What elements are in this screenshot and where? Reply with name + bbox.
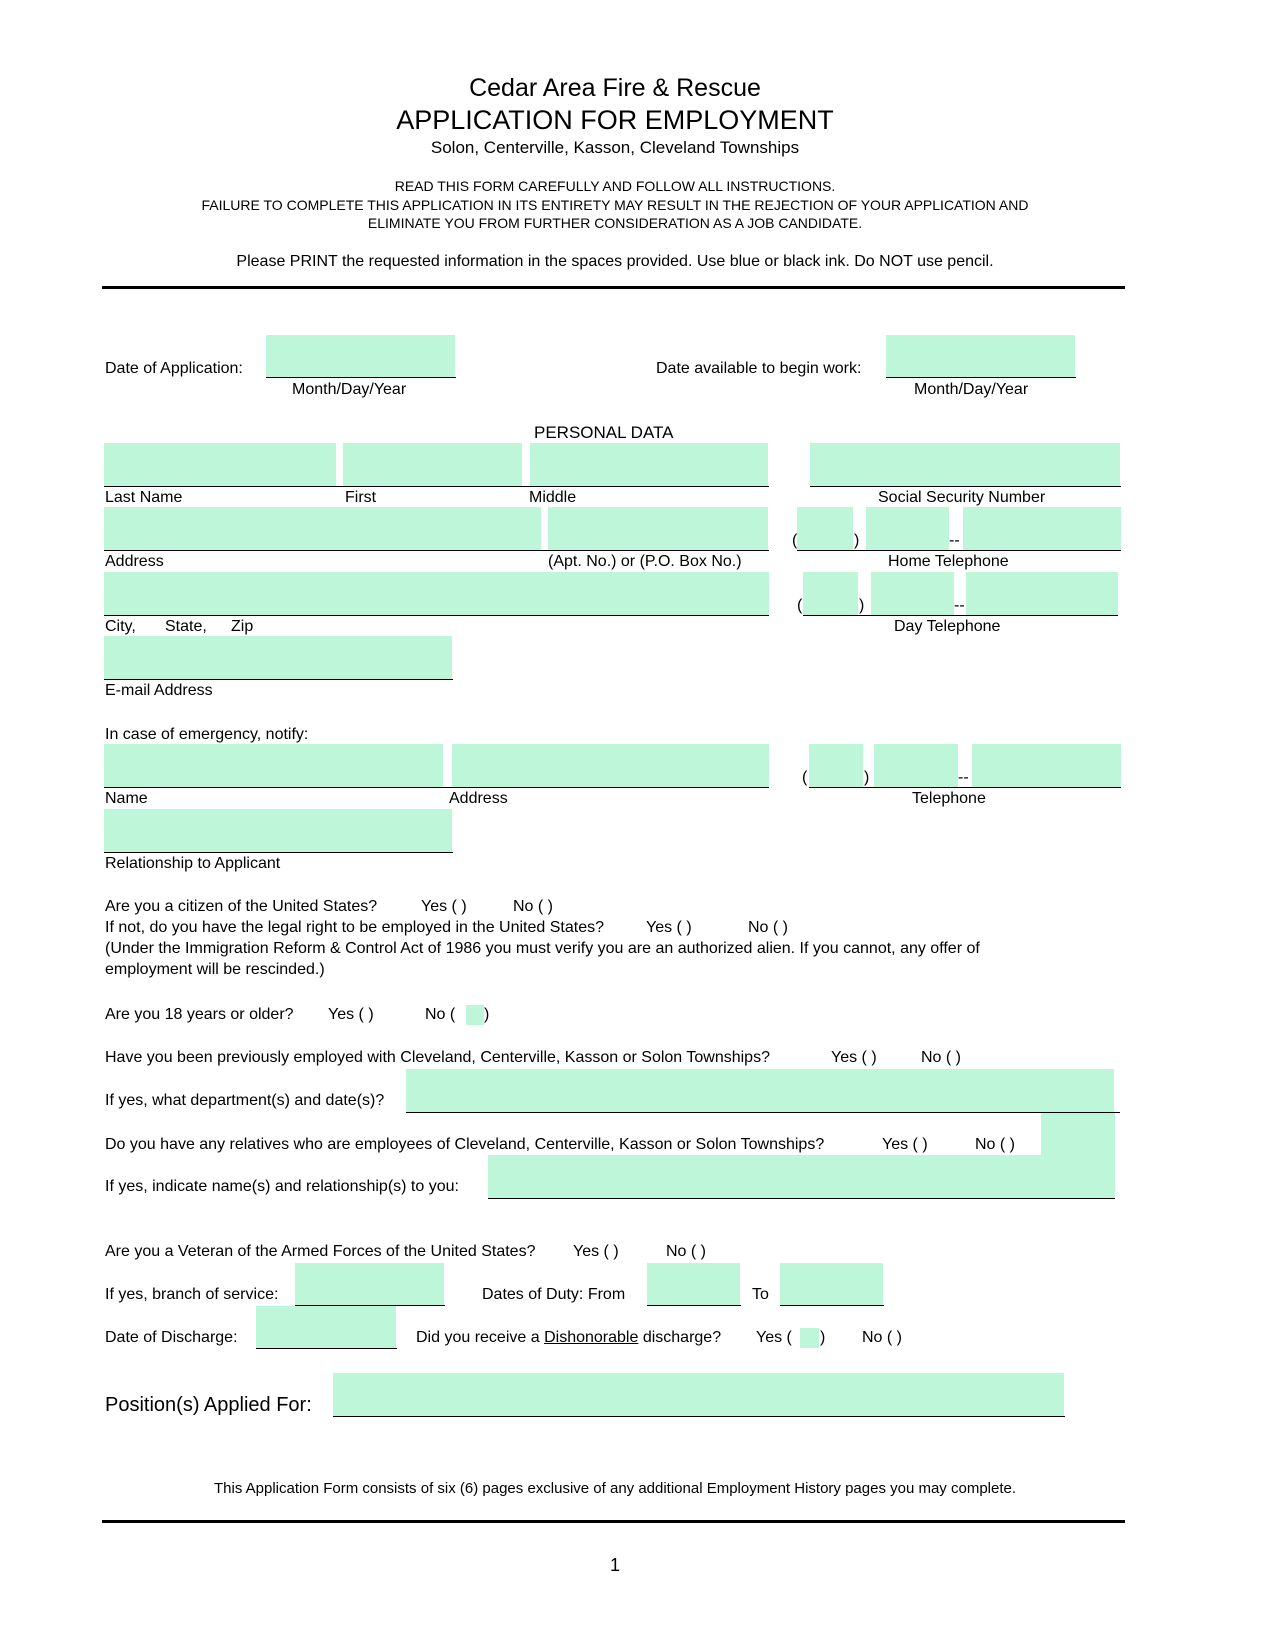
discharge-date-label: Date of Discharge: (105, 1329, 238, 1346)
date-available-field[interactable] (886, 335, 1075, 377)
first-name-label: First (345, 489, 377, 506)
home-phone-line-field[interactable] (963, 507, 1121, 550)
day-phone-close-paren: ) (859, 597, 865, 614)
home-phone-prefix-field[interactable] (866, 507, 949, 550)
prev-dept-underline (406, 1112, 1120, 1113)
prev-employed-no[interactable]: No ( ) (921, 1049, 961, 1066)
prev-dept-field[interactable] (406, 1069, 1114, 1112)
relatives-names-field[interactable] (488, 1155, 1115, 1198)
zip-label: Zip (231, 618, 254, 635)
day-phone-line-field[interactable] (966, 572, 1118, 615)
dishonorable-yes-checkbox[interactable] (800, 1328, 819, 1348)
ssn-field[interactable] (810, 443, 1120, 486)
emergency-phone-dash: -- (958, 769, 969, 786)
name-underline (104, 486, 769, 487)
prev-dept-question: If yes, what department(s) and date(s)? (105, 1092, 385, 1109)
emergency-address-label: Address (449, 790, 508, 807)
citizen-no[interactable]: No ( ) (513, 898, 553, 915)
relationship-underline (104, 852, 453, 853)
age-no-close-paren: ) (484, 1006, 490, 1023)
relatives-names-question: If yes, indicate name(s) and relationship(s) to you: (105, 1178, 459, 1195)
apt-label: (Apt. No.) or (P.O. Box No.) (548, 553, 742, 570)
irca-note-line-2: employment will be rescinded.) (105, 961, 325, 978)
home-phone-open-paren: ( (792, 532, 798, 549)
duty-from-field[interactable] (647, 1263, 740, 1305)
date-of-application-underline (266, 377, 456, 378)
home-phone-label: Home Telephone (888, 553, 1009, 570)
ssn-underline (810, 486, 1121, 487)
veteran-no[interactable]: No ( ) (666, 1243, 706, 1260)
city-state-zip-field[interactable] (104, 572, 769, 615)
relatives-yes[interactable]: Yes ( ) (882, 1136, 928, 1153)
discharge-date-underline (256, 1348, 397, 1349)
day-phone-dash: -- (954, 597, 965, 614)
ssn-label: Social Security Number (878, 489, 1046, 506)
dishonorable-word: Dishonorable (544, 1329, 639, 1346)
address-field[interactable] (104, 507, 541, 550)
date-available-label: Date available to begin work: (656, 360, 862, 377)
legal-right-no[interactable]: No ( ) (748, 919, 788, 936)
veteran-yes[interactable]: Yes ( ) (573, 1243, 619, 1260)
form-title: APPLICATION FOR EMPLOYMENT (396, 105, 834, 135)
middle-name-field[interactable] (530, 443, 768, 486)
relationship-label: Relationship to Applicant (105, 855, 281, 872)
city-underline (104, 615, 769, 616)
email-field[interactable] (104, 636, 452, 679)
duty-to-underline (780, 1305, 884, 1306)
duty-from-underline (647, 1305, 741, 1306)
dishonorable-no[interactable]: No ( ) (862, 1329, 902, 1346)
date-available-format: Month/Day/Year (914, 381, 1029, 398)
footer-note: This Application Form consists of six (6) pages exclusive of any additional Employment History pages you may complete. (213, 1480, 1017, 1497)
footer-divider (102, 1520, 1125, 1523)
day-phone-label: Day Telephone (894, 618, 1001, 635)
relatives-question: Do you have any relatives who are employees of Cleveland, Centerville, Kasson or Solon Townships? (105, 1136, 825, 1153)
personal-data-heading: PERSONAL DATA (534, 423, 674, 442)
duty-to-label: To (752, 1286, 769, 1303)
date-of-application-format: Month/Day/Year (292, 381, 407, 398)
branch-label: If yes, branch of service: (105, 1286, 279, 1303)
header-divider (102, 286, 1125, 289)
dishonorable-yes: Yes ( (756, 1329, 792, 1346)
legal-right-yes[interactable]: Yes ( ) (646, 919, 692, 936)
position-underline (333, 1416, 1065, 1417)
instruction-line-1: READ THIS FORM CAREFULLY AND FOLLOW ALL INSTRUCTIONS. (394, 178, 836, 194)
emergency-heading: In case of emergency, notify: (105, 726, 309, 743)
prev-employed-yes[interactable]: Yes ( ) (831, 1049, 877, 1066)
date-of-application-label: Date of Application: (105, 360, 243, 377)
position-field[interactable] (333, 1373, 1064, 1416)
home-phone-underline (797, 550, 1121, 551)
citizen-yes[interactable]: Yes ( ) (421, 898, 467, 915)
date-of-application-field[interactable] (266, 335, 455, 377)
emergency-phone-prefix-field[interactable] (874, 744, 958, 787)
org-name: Cedar Area Fire & Rescue (469, 74, 761, 102)
last-name-field[interactable] (104, 443, 336, 486)
day-phone-open-paren: ( (797, 597, 803, 614)
dishonorable-question (416, 1329, 721, 1347)
age-no-checkbox[interactable] (466, 1005, 484, 1025)
citizen-question: Are you a citizen of the United States? (105, 898, 378, 915)
dishonorable-post: discharge? (642, 1329, 722, 1346)
age-yes[interactable]: Yes ( ) (328, 1006, 374, 1023)
state-label: State, (165, 618, 207, 635)
emergency-phone-close-paren: ) (864, 769, 870, 786)
home-phone-close-paren: ) (854, 532, 860, 549)
middle-name-label: Middle (529, 489, 577, 506)
instruction-line-2: FAILURE TO COMPLETE THIS APPLICATION IN ITS ENTIRETY MAY RESULT IN THE REJECTION OF YOUR APPLICATION AND (201, 197, 1029, 213)
dishonorable-yes-close-paren: ) (820, 1329, 826, 1346)
position-label: Position(s) Applied For: (105, 1394, 312, 1416)
relatives-no[interactable]: No ( ) (975, 1136, 1015, 1153)
emergency-name-label: Name (105, 790, 148, 807)
branch-field[interactable] (295, 1263, 444, 1305)
home-phone-area-field[interactable] (797, 507, 853, 550)
instruction-line-3: ELIMINATE YOU FROM FURTHER CONSIDERATION AS A JOB CANDIDATE. (367, 215, 863, 231)
last-name-label: Last Name (105, 489, 183, 506)
age-question: Are you 18 years or older? (105, 1006, 294, 1023)
emergency-phone-line-field[interactable] (972, 744, 1121, 787)
duty-from-label: Dates of Duty: From (482, 1286, 626, 1303)
day-phone-area-field[interactable] (803, 572, 858, 615)
relatives-names-underline (488, 1198, 1115, 1199)
dishonorable-pre: Did you receive a (416, 1329, 540, 1346)
print-instruction: Please PRINT the requested information in the spaces provided. Use blue or black ink. Do NOT use pencil. (236, 253, 994, 270)
duty-to-field[interactable] (780, 1263, 883, 1305)
address-label: Address (105, 553, 164, 570)
date-available-underline (886, 377, 1076, 378)
emergency-phone-underline (809, 787, 1121, 788)
emergency-name-field[interactable] (104, 744, 443, 787)
email-label: E-mail Address (105, 682, 213, 699)
day-phone-prefix-field[interactable] (871, 572, 954, 615)
legal-right-question: If not, do you have the legal right to be employed in the United States? (105, 919, 604, 936)
prev-employed-question: Have you been previously employed with Cleveland, Centerville, Kasson or Solon Townships? (105, 1049, 770, 1066)
page-number: 1 (609, 1555, 620, 1575)
relatives-extra-field[interactable] (1041, 1113, 1115, 1155)
emergency-phone-area-field[interactable] (809, 744, 863, 787)
emergency-address-field[interactable] (452, 744, 769, 787)
day-phone-underline (803, 615, 1118, 616)
first-name-field[interactable] (343, 443, 522, 486)
discharge-date-field[interactable] (256, 1306, 396, 1348)
email-underline (104, 679, 453, 680)
apt-field[interactable] (548, 507, 768, 550)
home-phone-dash: -- (949, 532, 960, 549)
emergency-phone-open-paren: ( (802, 769, 808, 786)
irca-note-line-1: (Under the Immigration Reform & Control Act of 1986 you must verify you are an authorized alien. If you cannot, any offer of (105, 940, 980, 957)
emergency-phone-label: Telephone (912, 790, 986, 807)
form-subtitle: Solon, Centerville, Kasson, Cleveland Townships (430, 138, 800, 157)
emergency-underline (104, 787, 769, 788)
veteran-question: Are you a Veteran of the Armed Forces of the United States? (105, 1243, 536, 1260)
city-label: City, (105, 618, 136, 635)
relationship-field[interactable] (104, 809, 452, 852)
address-underline (104, 550, 769, 551)
age-no: No ( (425, 1006, 456, 1023)
